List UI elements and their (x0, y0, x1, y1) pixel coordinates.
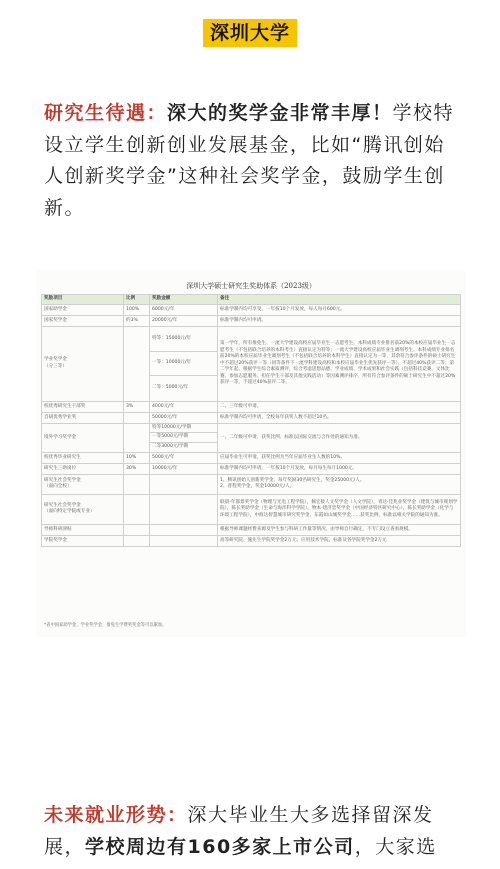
table-row (42, 524, 461, 535)
row-amount-cell (150, 535, 218, 546)
table-row (42, 412, 461, 423)
row-amount-cell: 50000元/年 (150, 412, 218, 423)
row-name-cell: 研究生社会奖学金 （面向特定学院或专业） (42, 494, 124, 524)
title-wrap (0, 19, 500, 47)
row-note-cell: 一、二年级可申请，获奖比例、标准以国际交流与合作处的通知为准。 (218, 423, 461, 452)
row-amount-cell (150, 524, 218, 535)
row-name-cell: 导师科研津贴 (42, 524, 124, 535)
row-name-cell: 校优秀毕业研究生 (42, 452, 124, 463)
row-name-cell: 国家助学金 (42, 305, 124, 316)
row-amount-cell: 5000元/年 (150, 452, 218, 463)
table-row (42, 316, 461, 327)
page-title: 深圳大学 (203, 19, 297, 47)
bottom-text-1: 深大毕业生大多选择留深发展， (44, 804, 434, 858)
bottom-label: 未来就业形势： (44, 804, 188, 826)
row-name-cell: 国家奖学金 (42, 316, 124, 327)
row-name-cell: 研究生社会奖学金 （面向全校） (42, 474, 124, 494)
row-ratio-cell: 3% (124, 401, 150, 412)
row-note-cell: 标准学制内均可申请，全校每年获奖人数不超过10名。 (218, 412, 461, 423)
row-ratio-cell: 100% (124, 305, 150, 316)
table-row (42, 535, 461, 546)
row-ratio-cell (124, 524, 150, 535)
row-note-cell: 根据导师课题经费来源及学生参与科研工作量等情况，由导师自行确定，不专门设立查看规模。 (218, 524, 461, 535)
table-header-row (42, 295, 461, 305)
intro-paragraph (44, 98, 462, 224)
row-ratio-cell: 10% (124, 452, 150, 463)
row-ratio-cell (124, 535, 150, 546)
amount-tier: 特等：15000元/年 (150, 327, 217, 352)
table-header-cell: 备注 (218, 295, 461, 305)
row-name-cell: 校优秀研究生干部奖 (42, 401, 124, 412)
row-amount-cell: 4000元/年 (150, 401, 218, 412)
table-footnote: *表中国家助学金、学业奖学金、推免生学费奖奖金等可以累加。 (44, 623, 167, 628)
table-row (42, 423, 461, 452)
row-amount-cell (150, 423, 218, 452)
row-note-cell: 二、三年级可申请。 (218, 401, 461, 412)
row-ratio-cell (124, 423, 150, 452)
amount-tier: 二等3000元/学期 (152, 443, 189, 449)
row-amount-cell (150, 474, 218, 494)
row-note-cell: 1、腾讯创始人创新奖学金，每年奖励30名研究生，奖金25000元/人。 2、普程奖学金，奖金10000元/人。 (218, 474, 461, 494)
row-name-cell: 境外学习奖学金 (42, 423, 124, 452)
row-ratio-cell: 约3% (124, 316, 150, 327)
amount-tier: 特等10000元/学期 (150, 424, 217, 433)
amount-tier: 一等5000元/学期 (150, 433, 217, 442)
table-row (42, 452, 461, 463)
table-title: 深圳大学硕士研究生奖助体系（2023级） (186, 282, 316, 290)
table-header-cell: 比例 (124, 295, 150, 305)
row-ratio-cell (124, 412, 150, 423)
row-ratio-cell (124, 474, 150, 494)
table-header-cell: 奖励金额 (150, 295, 218, 305)
scholarship-table-image (36, 270, 466, 637)
table-row (42, 494, 461, 524)
row-ratio-cell (124, 327, 150, 402)
table-row (42, 463, 461, 474)
table-row (42, 305, 461, 316)
row-name-cell: 自研优秀学业奖 (42, 412, 124, 423)
scholarship-table (41, 294, 461, 547)
amount-tier: 一等：10000元/年 (150, 352, 217, 377)
row-amount-cell: 10000元/年 (150, 463, 218, 474)
row-amount-cell: 20000元/年 (150, 316, 218, 327)
table-row (42, 327, 461, 402)
row-amount-cell (150, 494, 218, 524)
row-name-cell: 学业奖学金 （分三等） (42, 327, 124, 402)
intro-bold-text: 深大的奖学金非常丰厚！ (167, 102, 393, 124)
table-row (42, 401, 461, 412)
row-ratio-cell: 30% (124, 463, 150, 474)
row-note-cell: 标准学制内均可申请，一年按10个月发放，每月每生每月1000元。 (218, 463, 461, 474)
bottom-paragraph (44, 800, 462, 863)
row-name-cell: 研究生三助岗位 (42, 463, 124, 474)
row-note-cell: 联晨-年都景奖学金（物理与光电工程学院），佩宏接人文奖学金（人文学院），青达·佳兆业奖学金（建筑与城市规划学院），陈长奖助学金（生命与海洋科学学院），物本·建济恋奖学金（中国经济特区研究中心），陈长奖助学金（化学与环境工程学院），中海达智慧城市研究奖学金，东霞如山城奖学金……获奖比例、标准以相关学院的通知为准。 (218, 494, 461, 524)
row-note-cell: 标准学制内均可申请。 (218, 316, 461, 327)
table-row (42, 474, 461, 494)
row-name-cell: 学院奖学金 (42, 535, 124, 546)
row-note-cell: 第一学年，所有推免生、一流大学建设高校应届毕业生一志愿考生，本科成绩专业排名前20%的本校应届毕业生一志愿考生（不包括联合培养的本科考生）直接认定为特等；一流大学建设高校应届毕业生调剂考生、本科成绩专业排名前20%的本校应届毕业生调剂考生（不包括联合培养的本科学生）直接认定为一等，其余符合参评条件的硕士研究生中不超过20%获评一等（同等条件下一流学科建设高校和本校应届毕业生优先获评一等），不超过40%获评二等；第二学年起，根据学生综合素质测评，综合考虑思想品德、学业成绩、学术成果和社会实践（包括科技竞赛、文体比赛、参加志愿服务、担任学生干部及其他实践活动）等因素测评排序，所有符合参评条件的硕士研究生中不超过20%获评一等，不超过40%获评二等。 (218, 327, 461, 402)
row-amount-cell (150, 327, 218, 402)
intro-text: 学校特设立学生创新创业发展基金，比如“腾讯创始人创新奖学金”这种社会奖学金，鼓励学生创新。 (44, 102, 455, 219)
row-note-cell: 标准学制内均可享受，一年按10个月发放，每人每月600元。 (218, 305, 461, 316)
intro-label: 研究生待遇： (44, 102, 168, 124)
bottom-bold-text: 学校周边有160多家上市公司 (85, 835, 355, 858)
row-note-cell: 应届毕业生可申请，获奖比例为当年应届毕业生人数的10%。 (218, 452, 461, 463)
bottom-text-2: ，大家选 (354, 835, 437, 858)
row-amount-cell: 6000元/年 (150, 305, 218, 316)
amount-tier: 二等：5000元/年 (152, 385, 189, 391)
table-header-cell: 奖励项目 (42, 295, 124, 305)
row-ratio-cell (124, 494, 150, 524)
row-note-cell: 高等研究院、施先生学院奖学金2万元；应用技术学院，标准及各学院奖学金2万元 (218, 535, 461, 546)
